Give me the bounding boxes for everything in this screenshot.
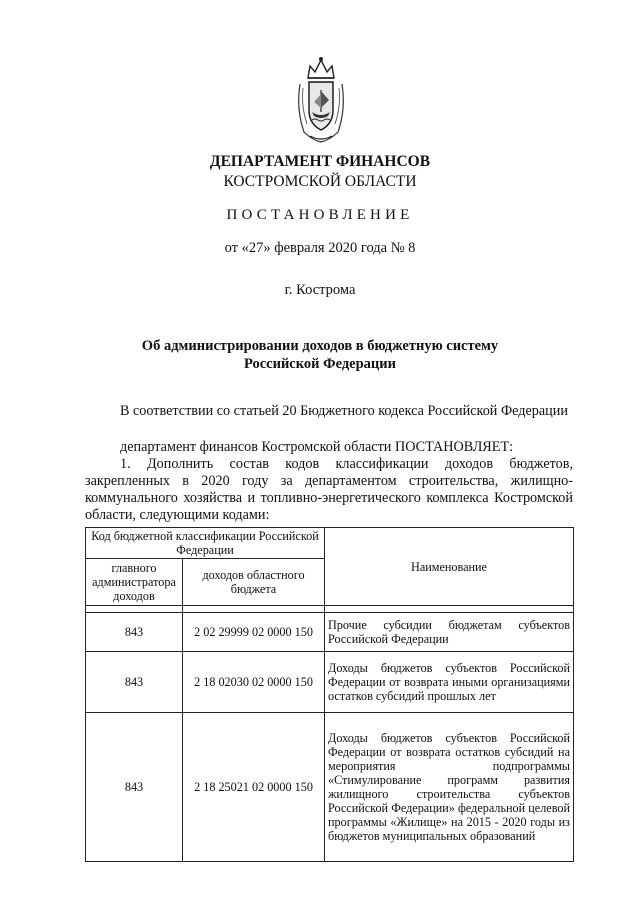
subject-line-1: Об администрировании доходов в бюджетную систему: [141, 338, 499, 354]
table-row: [86, 613, 574, 652]
table-row: [86, 713, 574, 862]
header-code-group: Код бюджетной классификации Российской Федерации: [86, 528, 325, 559]
table-header-row: [86, 528, 574, 559]
paragraph-resolves: департамент финансов Костромской области ПОСТАНОВЛЯЕТ:: [120, 439, 514, 455]
document-city: г. Кострома: [284, 282, 356, 298]
admin-code-cell: 843: [86, 613, 183, 652]
department-name: ДЕПАРТАМЕНТ ФИНАНСОВ: [209, 153, 431, 170]
income-code-cell: 2 18 25021 02 0000 150: [183, 713, 325, 862]
document-type: ПОСТАНОВЛЕНИЕ: [226, 207, 414, 223]
income-code-cell: 2 02 29999 02 0000 150: [183, 613, 325, 652]
codes-table: [85, 527, 574, 862]
table-row: [86, 652, 574, 713]
income-name-cell: Доходы бюджетов субъектов Российской Федерации от возврата иными организациями остатков субсидий прошлых лет: [325, 652, 574, 713]
income-name-cell: Прочие субсидии бюджетам субъектов Российской Федерации: [325, 613, 574, 652]
document-date-number: от «27» февраля 2020 года № 8: [224, 240, 416, 256]
paragraph-item-1: 1. Дополнить состав кодов классификации доходов бюджетов, закрепленных в 2020 году за департаментом строительства, жилищно-коммунального хозяйства и топливно-энергетического комплекса Костромской области, следующими кодами:: [85, 456, 573, 523]
coat-of-arms-icon: [294, 54, 348, 144]
admin-code-cell: 843: [86, 713, 183, 862]
header-name: Наименование: [325, 528, 574, 606]
paragraph-basis: В соответствии со статьей 20 Бюджетного кодекса Российской Федерации: [120, 403, 568, 419]
header-admin: главного администратора доходов: [86, 559, 183, 606]
income-name-cell: Доходы бюджетов субъектов Российской Федерации от возврата остатков субсидий на мероприятия подпрограммы «Стимулирование программ развития жилищного строительства субъектов Российской Федерации» федеральной целевой программы «Жилище» на 2015 - 2020 годы из бюджетов муниципальных образований: [325, 713, 574, 862]
department-region: КОСТРОМСКОЙ ОБЛАСТИ: [223, 173, 417, 190]
income-code-cell: 2 18 02030 02 0000 150: [183, 652, 325, 713]
header-income: доходов областного бюджета: [183, 559, 325, 606]
subject-line-2: Российской Федерации: [243, 356, 396, 372]
table-spacer-row: [86, 606, 574, 613]
admin-code-cell: 843: [86, 652, 183, 713]
